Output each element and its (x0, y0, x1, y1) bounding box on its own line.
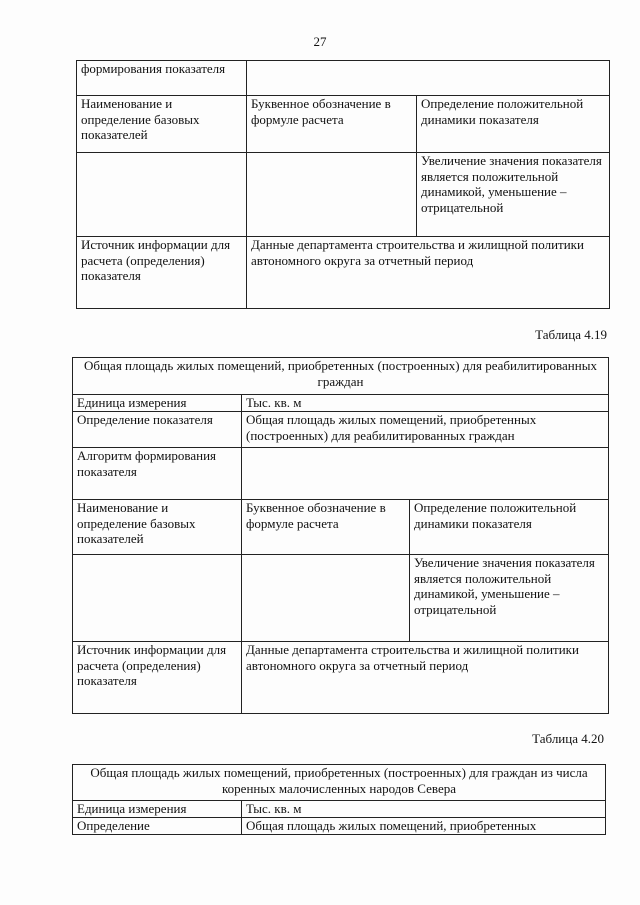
cell-positive-dynamics-def: Определение положительной динамики показателя (417, 96, 610, 153)
table-row (73, 448, 609, 500)
cell-unit-label: Единица измерения (73, 801, 242, 818)
cell-definition-value: Общая площадь жилых помещений, приобретенных (построенных) для реабилитированных граждан (242, 412, 609, 448)
cell-base-indicators-label: Наименование и определение базовых показателей (77, 96, 247, 153)
cell-source-label: Источник информации для расчета (определения) показателя (73, 642, 242, 714)
cell-unit-value: Тыс. кв. м (242, 801, 606, 818)
cell-unit-value: Тыс. кв. м (242, 395, 609, 412)
cell-algorithm-label: формирования показателя (77, 61, 247, 96)
cell-empty (242, 555, 410, 642)
table-row (73, 555, 609, 642)
table-row (77, 237, 610, 309)
cell-base-indicators-label: Наименование и определение базовых показателей (73, 500, 242, 555)
table-4-20 (72, 764, 606, 835)
cell-empty (73, 555, 242, 642)
table-caption: Таблица 4.20 (532, 731, 604, 746)
cell-algorithm-label: Алгоритм формирования показателя (73, 448, 242, 500)
table-4-19 (72, 357, 609, 714)
cell-empty (77, 153, 247, 237)
cell-positive-dynamics-def: Определение положительной динамики показателя (410, 500, 609, 555)
cell-algorithm-value (247, 61, 610, 96)
cell-dynamics-text: Увеличение значения показателя является положительной динамикой, уменьшение – отрицательной (417, 153, 610, 237)
table-row (77, 153, 610, 237)
table-title: Общая площадь жилых помещений, приобретенных (построенных) для реабилитированных граждан (73, 358, 609, 395)
table-row (77, 61, 610, 96)
cell-source-value: Данные департамента строительства и жилищной политики автономного округа за отчетный период (247, 237, 610, 309)
cell-definition-label: Определение (73, 818, 242, 835)
table-row (73, 395, 609, 412)
cell-empty (247, 153, 417, 237)
cell-letter-designation: Буквенное обозначение в формуле расчета (242, 500, 410, 555)
cell-definition-label: Определение показателя (73, 412, 242, 448)
cell-definition-value: Общая площадь жилых помещений, приобретенных (242, 818, 606, 835)
page-number: 27 (313, 34, 327, 49)
table-row (73, 765, 606, 801)
table-row (73, 412, 609, 448)
table-row (73, 818, 606, 835)
cell-unit-label: Единица измерения (73, 395, 242, 412)
cell-source-value: Данные департамента строительства и жилищной политики автономного округа за отчетный период (242, 642, 609, 714)
table-row (73, 642, 609, 714)
cell-source-label: Источник информации для расчета (определения) показателя (77, 237, 247, 309)
cell-dynamics-text: Увеличение значения показателя является положительной динамикой, уменьшение – отрицательной (410, 555, 609, 642)
table-title: Общая площадь жилых помещений, приобретенных (построенных) для граждан из числа коренных малочисленных народов Севера (73, 765, 606, 801)
table-row (73, 500, 609, 555)
table-row (73, 358, 609, 395)
cell-algorithm-value (242, 448, 609, 500)
table-row (73, 801, 606, 818)
table-caption: Таблица 4.19 (535, 327, 607, 342)
cell-letter-designation: Буквенное обозначение в формуле расчета (247, 96, 417, 153)
table-row (77, 96, 610, 153)
table-continued (76, 60, 610, 309)
